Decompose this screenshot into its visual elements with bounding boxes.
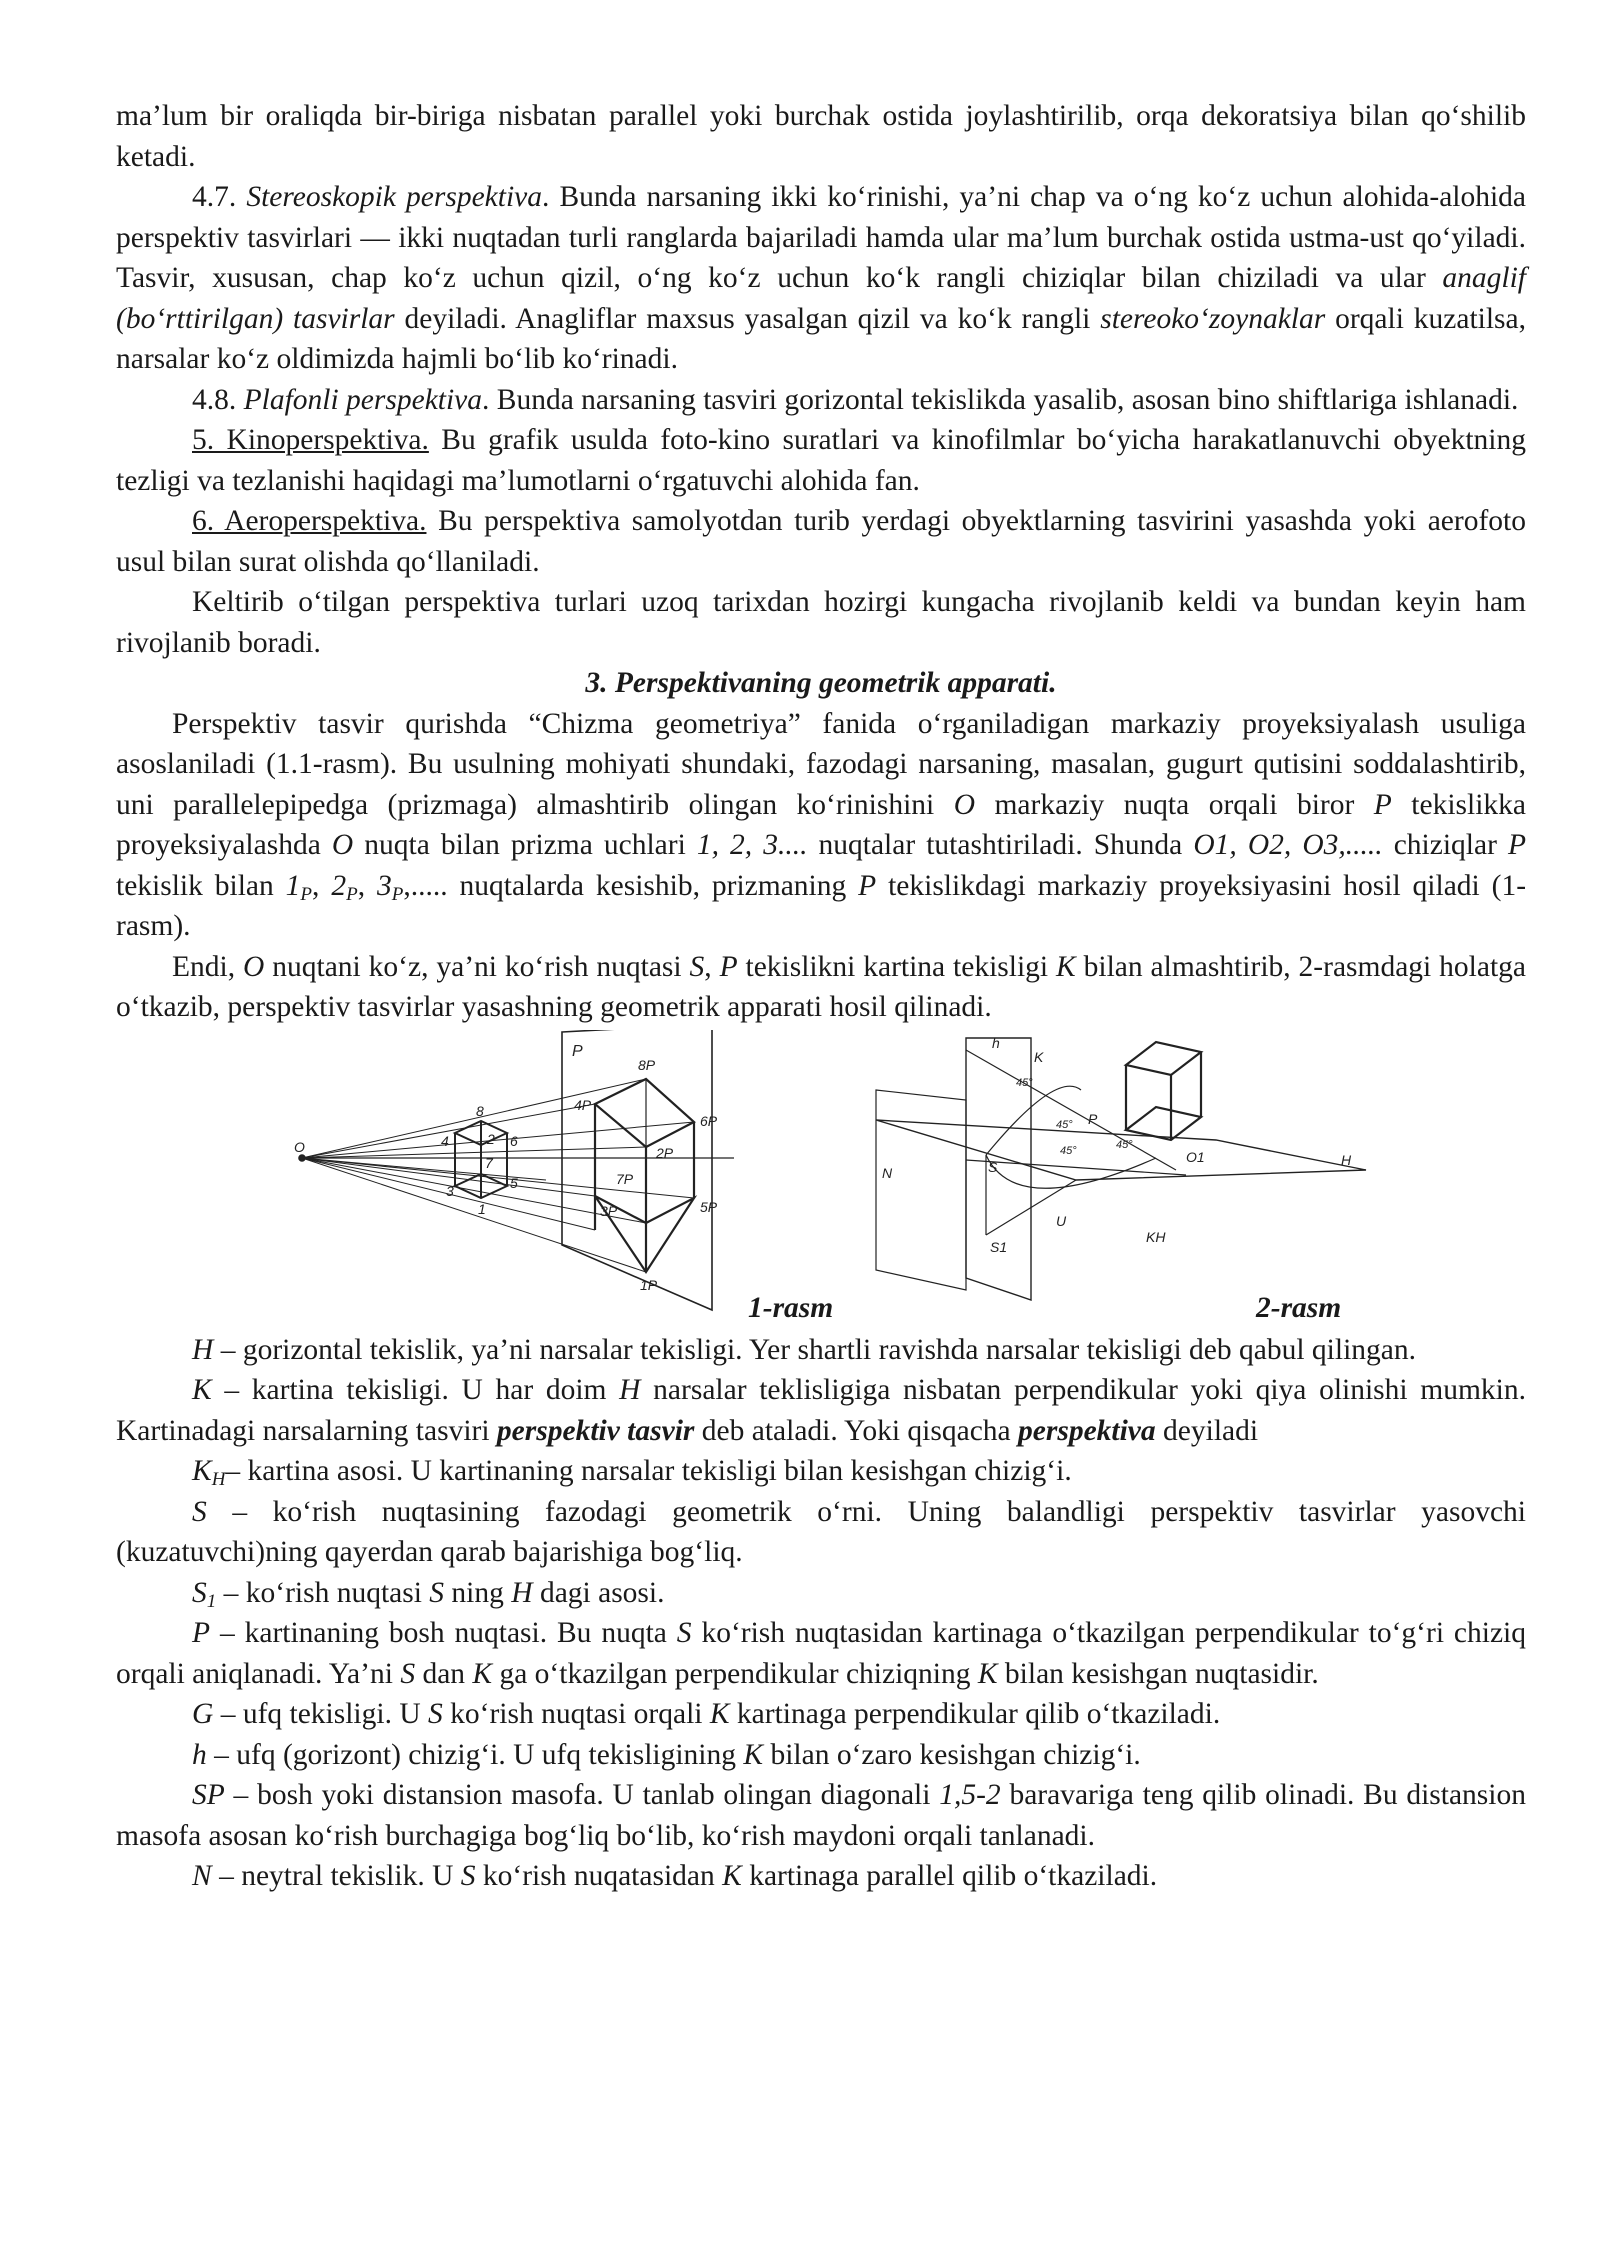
label-v1: 1 <box>478 1200 486 1217</box>
paragraph-conclusion: Keltirib o‘tilgan perspektiva turlari uzoq tarixdan hozirgi kungacha rivojlanib keldi va bundan keyin ham rivojlanib boradi. <box>116 586 1526 659</box>
label-h: h <box>992 1034 1000 1051</box>
paragraph-intro: ma’lum bir oraliqda bir-biriga nisbatan parallel yoki burchak ostida joylashtirilib, orqa dekoratsiya bilan qo‘shilib ketadi. <box>116 100 1526 173</box>
projected-prism <box>595 1079 694 1272</box>
label-v3: 3 <box>446 1182 454 1199</box>
definition-g: G – ufq tekisligi. U S ko‘rish nuqtasi orqali K kartinaga perpendikular qilib o‘tkaziladi. <box>192 1698 1221 1730</box>
label-o: O <box>294 1138 305 1155</box>
label-p1: 1P <box>640 1276 658 1293</box>
caption-figure-2: 2-rasm <box>1256 1291 1342 1324</box>
section-heading: 3. Perspektivaning geometrik apparati. <box>585 667 1057 699</box>
figure-2-drawing <box>876 1035 1366 1300</box>
label-n: N <box>882 1164 893 1181</box>
definition-s: S – ko‘rish nuqtasining fazodagi geometrik o‘rni. Uning balandligi perspektiv tasvirlar yasovchi (kuzatuvchi)ning qayerdan qarab bajarishiga bog‘liq. <box>116 1495 1526 1568</box>
paragraph-apparatus: Endi, O nuqtani ko‘z, ya’ni ko‘rish nuqtasi S, P tekislikni kartina tekisligi K bilan almashtirib, 2-rasmdagi holatga o‘tkazib, perspektiv tasvirlar yasashning geometrik apparati hosil qilinadi. <box>116 950 1527 1023</box>
figure-drawings <box>116 1030 1526 1330</box>
plane-n <box>876 1090 966 1290</box>
figure-area <box>116 1030 1526 1330</box>
label-v4: 4 <box>441 1132 449 1149</box>
caption-figure-1: 1-rasm <box>748 1291 834 1324</box>
label-v5: 5 <box>510 1174 518 1191</box>
label-kh: KH <box>1146 1228 1166 1245</box>
definition-s1: $S_1$ – ko‘rish nuqtasi S ning H dagi asosi. <box>192 1576 665 1612</box>
point-o <box>299 1155 305 1161</box>
definition-k: K – kartina tekisligi. U har doim H narsalar teklisligiga nisbatan perpendikular yoki qiya olinishi mumkin. Kartinadagi narsalarning tasviri perspektiv tasvir deb ataladi. Yoki qisqacha perspektiva deyiladi <box>116 1374 1526 1447</box>
definition-kh: $K_H-$ kartina asosi. U kartinaning narsalar tekisligi bilan kesishgan chizig‘i. <box>192 1455 1072 1490</box>
label-angle-4: 45° <box>1116 1138 1133 1151</box>
definition-sp: SP – bosh yoki distansion masofa. U tanlab olingan diagonali 1,5-2 baravariga teng qilib olinadi. Bu distansion masofa asosan ko‘rish burchagiga bog‘liq bo‘lib, ko‘rish maydoni orqali tanlanadi. <box>116 1779 1526 1852</box>
label-p8: 8P <box>638 1056 656 1073</box>
paragraph-plafond: 4.8. Plafonli perspektiva. Bunda narsaning tasviri gorizontal tekislikda yasalib, asosan bino shiftlariga ishlanadi. <box>192 383 1519 416</box>
label-v6: 6 <box>510 1132 518 1149</box>
paragraph-kinoperspective: 5. Kinoperspektiva. Bu grafik usulda foto-kino suratlari va kinofilmlar bo‘yicha harakatlanuvchi obyektning tezligi va tezlanishi haqidagi ma’lumotlarni o‘rgatuvchi alohida fan. <box>116 424 1526 497</box>
definition-n: N – neytral tekislik. U S ko‘rish nuqatasidan K kartinaga parallel qilib o‘tkaziladi. <box>192 1860 1158 1892</box>
label-k: K <box>1034 1048 1044 1065</box>
label-p-point: P <box>1088 1110 1098 1127</box>
label-p6: 6P <box>700 1112 718 1129</box>
paragraph-central-projection: Perspektiv tasvir qurishda “Chizma geometriya” fanida o‘rganiladigan markaziy proyeksiyalash usuliga asoslaniladi (1.1-rasm). Bu usulning mohiyati shundaki, fazodagi narsaning, masalan, gugurt qutisini soddalashtirib, uni parallelepipedga (prizmaga) almashtirib olingan ko‘rinishini O markaziy nuqta orqali biror P tekislikka proyeksiyalashda O nuqta bilan prizma uchlari 1, 2, 3.... nuqtalar tutashtiriladi. Shunda O1, O2, O3,..... chiziqlar P tekislik bilan $1_P$, $2_P$, $3_P$,..... nuqtalarda kesishib, prizmaning P tekislikdagi markaziy proyeksiyasini hosil qiladi (1-rasm). <box>116 707 1527 942</box>
label-v2: 2 <box>487 1130 495 1147</box>
definition-h: H – gorizontal tekislik, ya’ni narsalar tekisligi. Yer shartli ravishda narsalar tekisligi deb qabul qilingan. <box>192 1333 1416 1366</box>
label-p7: 7P <box>616 1170 634 1187</box>
label-angle-3: 45° <box>1060 1144 1077 1157</box>
label-h-plane: H <box>1341 1151 1352 1168</box>
label-u: U <box>1056 1212 1067 1229</box>
paragraph-stereoscopic: 4.7. Stereoskopik perspektiva. Bunda narsaning ikki ko‘rinishi, ya’ni chap va o‘ng ko‘z uchun alohida-alohida perspektiv tasvirlari — ikki nuqtadan turli ranglarda bajariladi hamda ular ma’lum burchak ostida ustma-ust qo‘yiladi. Tasvir, xususan, chap ko‘z uchun qizil, o‘ng ko‘z uchun ko‘k rangli chiziqlar bilan chiziladi va ular anaglif (bo‘rttirilgan) tasvirlar deyiladi. Anagliflar maxsus yasalgan qizil va ko‘k rangli stereoko‘zoynaklar orqali kuzatilsa, narsalar ko‘z oldimizda hajmli bo‘lib ko‘rinadi. <box>116 181 1527 375</box>
label-p5: 5P <box>700 1198 718 1215</box>
label-angle-2: 45° <box>1056 1118 1073 1131</box>
label-o1: O1 <box>1186 1148 1205 1165</box>
label-angle-1: 45° <box>1016 1076 1033 1089</box>
label-v8: 8 <box>476 1102 484 1119</box>
plane-p <box>562 1030 712 1310</box>
definition-p: P – kartinaning bosh nuqtasi. Bu nuqta S ko‘rish nuqtasidan kartinaga o‘tkazilgan perpendikular to‘g‘ri chiziq orqali aniqlanadi. Ya’ni S dan K ga o‘tkazilgan perpendikular chiziqning K bilan kesishgan nuqtasidir. <box>116 1617 1526 1690</box>
label-p3: 3P <box>600 1202 618 1219</box>
page-content <box>116 96 1526 1897</box>
label-s1: S1 <box>990 1238 1008 1255</box>
label-p4: 4P <box>574 1096 592 1113</box>
figure-1-drawing <box>294 1030 734 1310</box>
label-s: S <box>988 1158 998 1175</box>
definition-h-line: h – ufq (gorizont) chizig‘i. U ufq tekisligining K bilan o‘zaro kesishgan chizig‘i. <box>192 1738 1141 1771</box>
paragraph-aeroperspective: 6. Aeroperspektiva. Bu perspektiva samolyotdan turib yerdagi obyektlarning tasvirini yasashda yoki aerofoto usul bilan surat olishda qo‘llaniladi. <box>116 505 1526 578</box>
label-p: P <box>572 1042 583 1060</box>
small-prism <box>455 1121 507 1198</box>
label-p2: 2P <box>656 1144 674 1161</box>
label-v7: 7 <box>485 1154 493 1171</box>
projection-rays <box>302 1079 694 1272</box>
cube <box>1126 1042 1201 1140</box>
